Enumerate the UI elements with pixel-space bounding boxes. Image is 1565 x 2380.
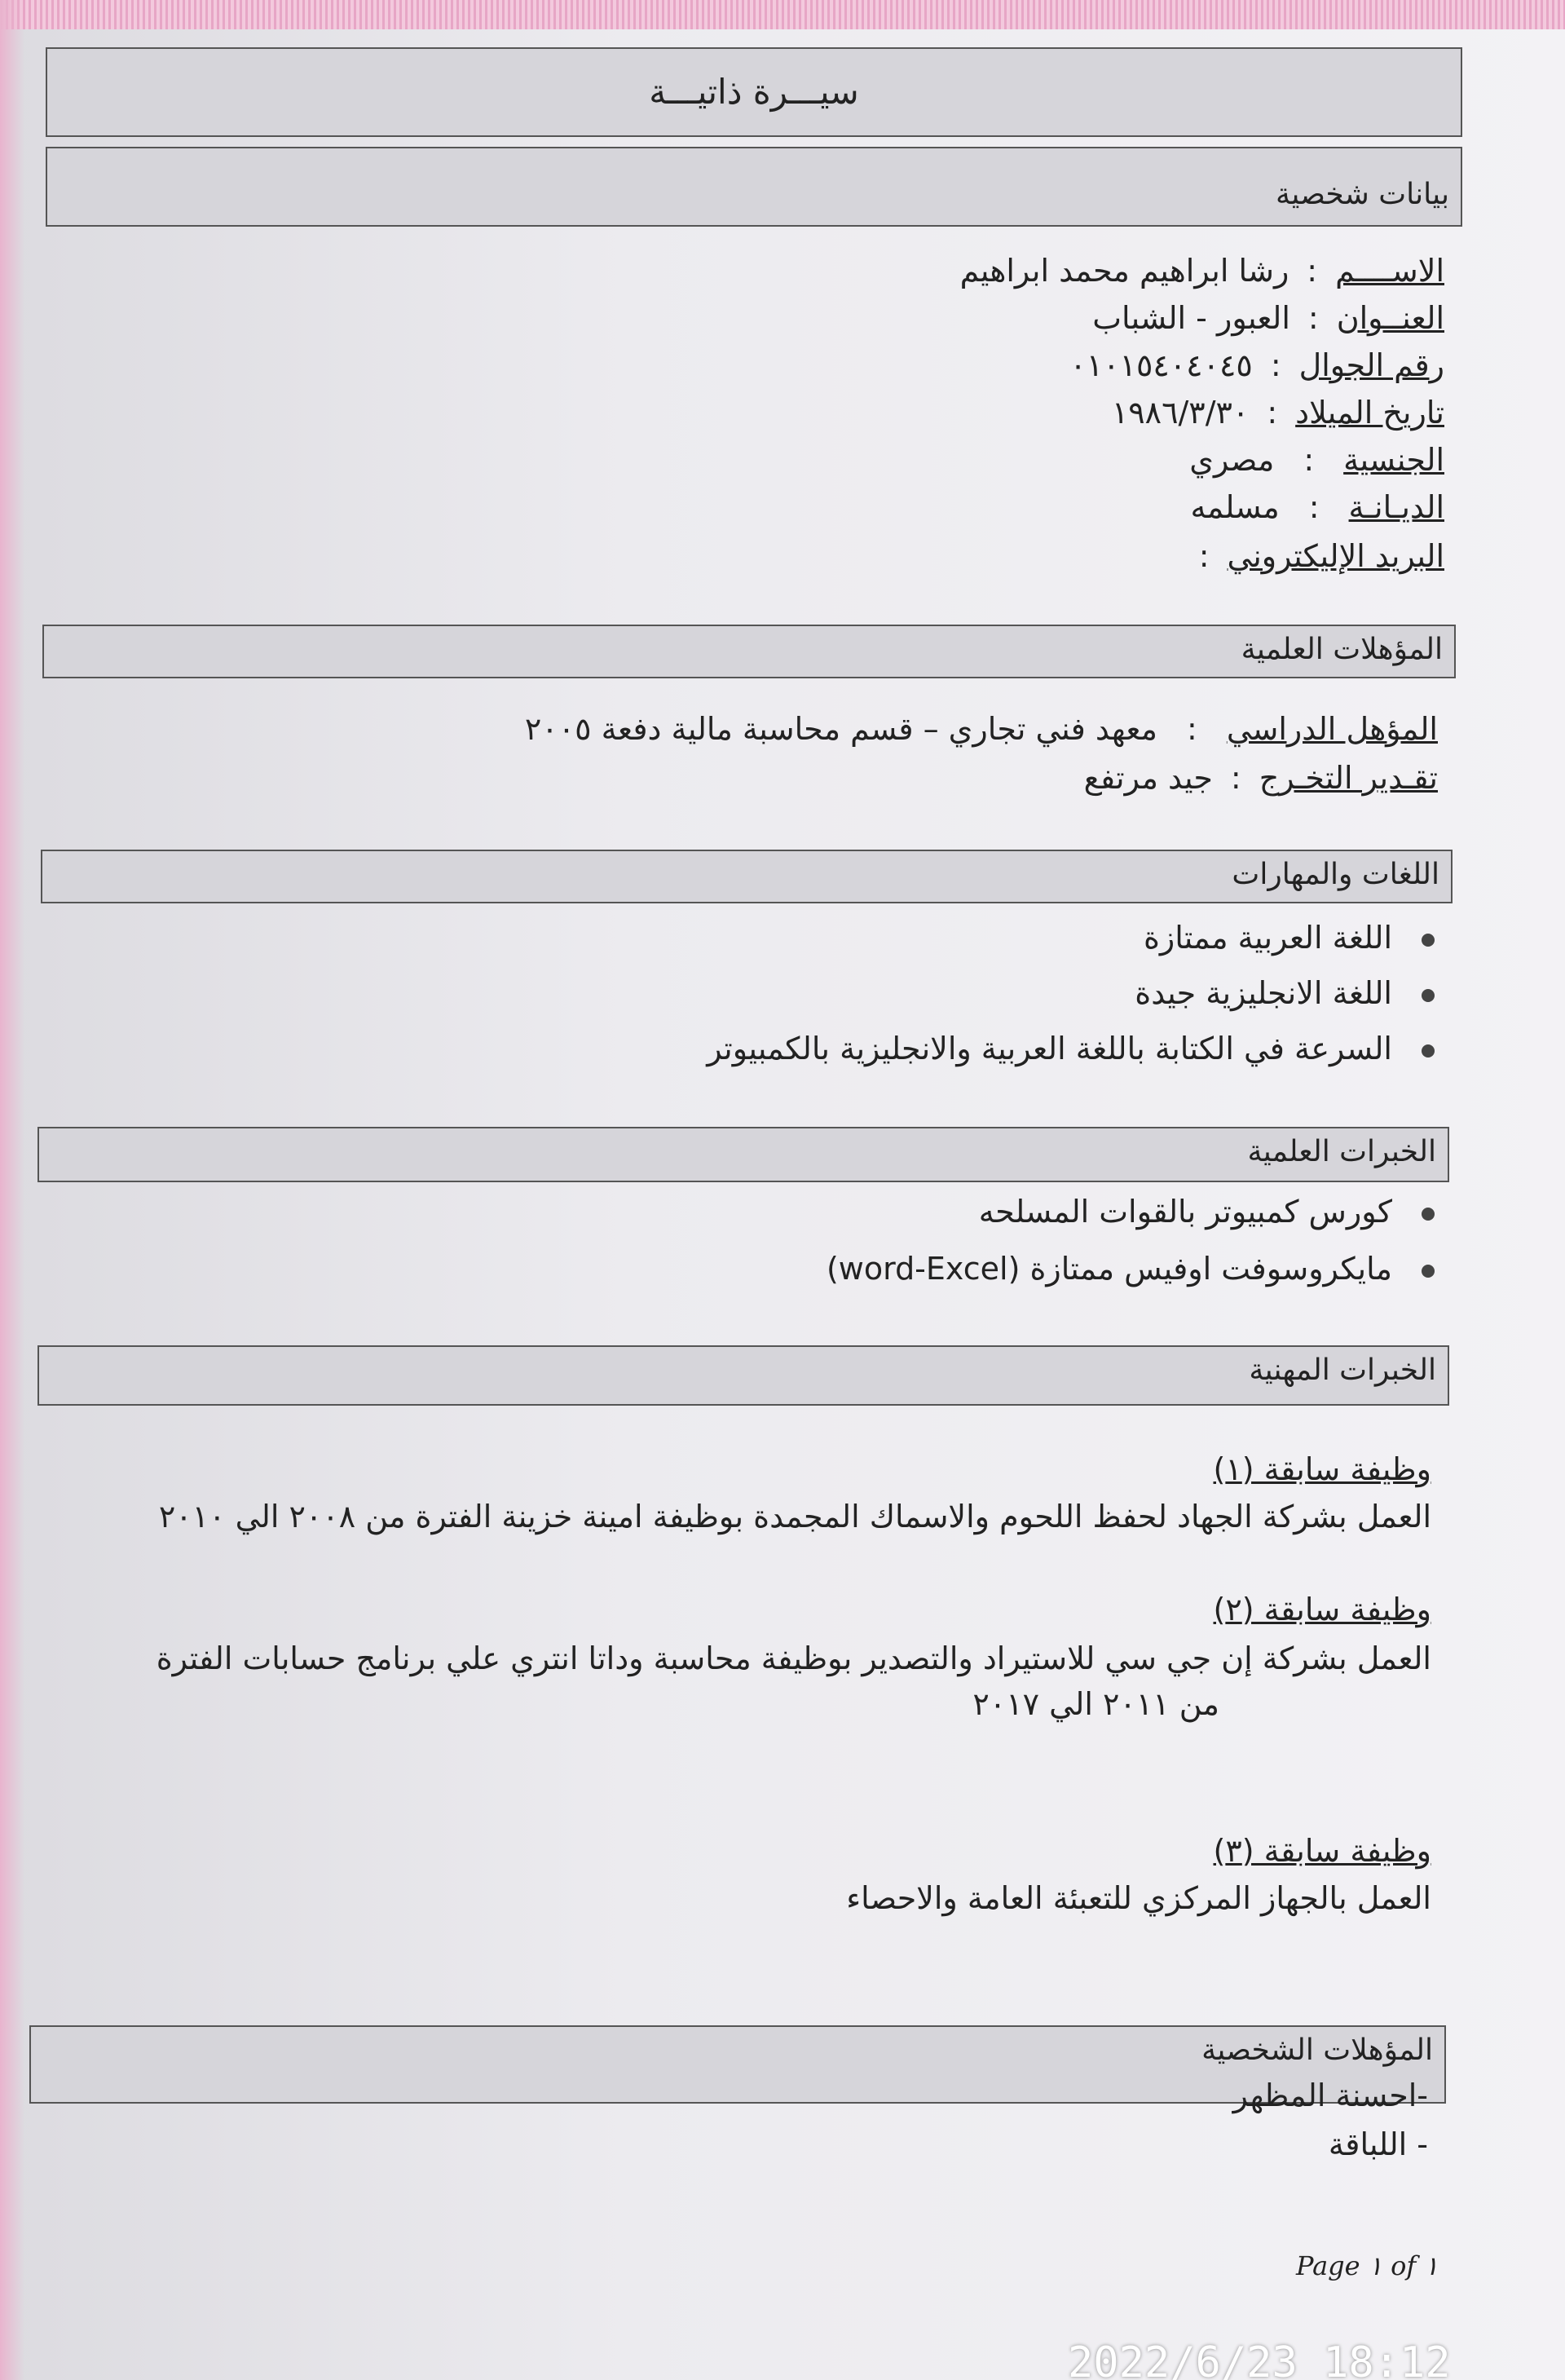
personal-nationality-row: الجنسية:مصري (1189, 442, 1444, 478)
personal-birthdate-row: تاريخ الميلاد:١٩٨٦/٣/٣٠ (1111, 395, 1444, 431)
section-scientific-header (37, 1127, 1449, 1182)
list-item: السرعة في الكتابة باللغة العربية والانجليزية بالكمبيوتر (707, 1031, 1435, 1066)
field-label: تقـدير التخـرج (1259, 760, 1438, 796)
field-value: ١٩٨٦/٣/٣٠ (1111, 395, 1250, 431)
list-item: كورس كمبيوتر بالقوات المسلحه (979, 1194, 1435, 1230)
list-item: مايكروسوفت اوفيس ممتازة (word-Excel) (827, 1251, 1435, 1287)
section-title: المؤهلات الشخصية (1201, 2033, 1433, 2067)
section-title: المؤهلات العلمية (1241, 633, 1443, 666)
photo-timestamp: 2022/6/23 18:12 (1068, 2338, 1451, 2380)
job-description: العمل بشركة إن جي سي للاستيراد والتصدير بوظيفة محاسبة وداتا انتري علي برنامج حسابات الفترة (156, 1640, 1431, 1676)
personal-mobile-row: رقم الجوال:٠١٠١٥٤٠٤٠٤٥ (1069, 347, 1444, 383)
field-value: العبور - الشباب (1092, 300, 1290, 336)
field-label: تاريخ الميلاد (1295, 395, 1444, 431)
bullet-icon (1422, 1208, 1435, 1221)
job-title: وظيفة سابقة (٢) (1213, 1592, 1431, 1627)
field-label: العنــوان (1336, 300, 1444, 336)
section-title: بيانات شخصية (1276, 178, 1449, 211)
field-label: المؤهل الدراسي (1226, 711, 1438, 747)
section-title: الخبرات المهنية (1249, 1353, 1436, 1387)
field-value: جيد مرتفع (1083, 760, 1213, 796)
pink-binder-edge (0, 0, 1565, 29)
personal-name-row: الاســــم:رشا ابراهيم محمد ابراهيم (959, 253, 1444, 289)
title-bar (46, 47, 1462, 137)
job-title: وظيفة سابقة (١) (1213, 1451, 1431, 1487)
bullet-icon (1422, 934, 1435, 947)
bullet-icon (1422, 989, 1435, 1002)
job-description-line2: من ٢٠١١ الي ٢٠١٧ (972, 1686, 1219, 1722)
field-label: الجنسية (1343, 442, 1444, 478)
bullet-icon (1422, 1044, 1435, 1058)
section-education-header (42, 625, 1456, 678)
section-title: اللغات والمهارات (1232, 858, 1439, 891)
list-item: اللغة العربية ممتازة (1144, 920, 1435, 956)
bullet-icon (1422, 1265, 1435, 1278)
list-item: اللغة الانجليزية جيدة (1135, 975, 1435, 1011)
field-value: مسلمه (1190, 489, 1280, 525)
list-item: -احسنة المظهر (1232, 2078, 1428, 2113)
field-label: البريد الإليكتروني (1227, 538, 1444, 574)
section-personal-header (46, 147, 1462, 227)
field-label: الاســــم (1335, 253, 1444, 289)
job-title: وظيفة سابقة (٣) (1213, 1833, 1431, 1869)
personal-address-row: العنــوان:العبور - الشباب (1092, 300, 1444, 336)
field-label: الديـانـة (1348, 489, 1444, 525)
field-value: رشا ابراهيم محمد ابراهيم (959, 253, 1289, 289)
section-professional-header (37, 1345, 1449, 1406)
job-description: العمل بشركة الجهاد لحفظ اللحوم والاسماك المجمدة بوظيفة امينة خزينة الفترة من ٢٠٠٨ الي ٢٠١٠ (158, 1499, 1431, 1534)
field-value: معهد فني تجاري – قسم محاسبة مالية دفعة ٢٠٠٥ (524, 711, 1158, 747)
field-value: مصري (1189, 442, 1275, 478)
field-value: ٠١٠١٥٤٠٤٠٤٥ (1069, 347, 1253, 383)
personal-email-row: البريد الإليكتروني: (1198, 538, 1444, 574)
job-description: العمل بالجهاز المركزي للتعبئة العامة والاحصاء (846, 1880, 1431, 1916)
list-item: - اللباقة (1328, 2126, 1428, 2162)
section-title: الخبرات العلمية (1247, 1135, 1436, 1168)
field-label: رقم الجوال (1298, 347, 1444, 383)
education-grade-row: تقـدير التخـرج:جيد مرتفع (1083, 760, 1438, 796)
personal-religion-row: الديـانـة:مسلمه (1190, 489, 1444, 525)
education-degree-row: المؤهل الدراسي:معهد فني تجاري – قسم محاسبة مالية دفعة ٢٠٠٥ (524, 711, 1438, 747)
page-title: سيـــرة ذاتيـــة (649, 72, 859, 112)
page-number: Page ١ of ١ (1296, 2250, 1439, 2281)
pink-side-edge (0, 0, 24, 2380)
section-languages-header (41, 850, 1453, 903)
